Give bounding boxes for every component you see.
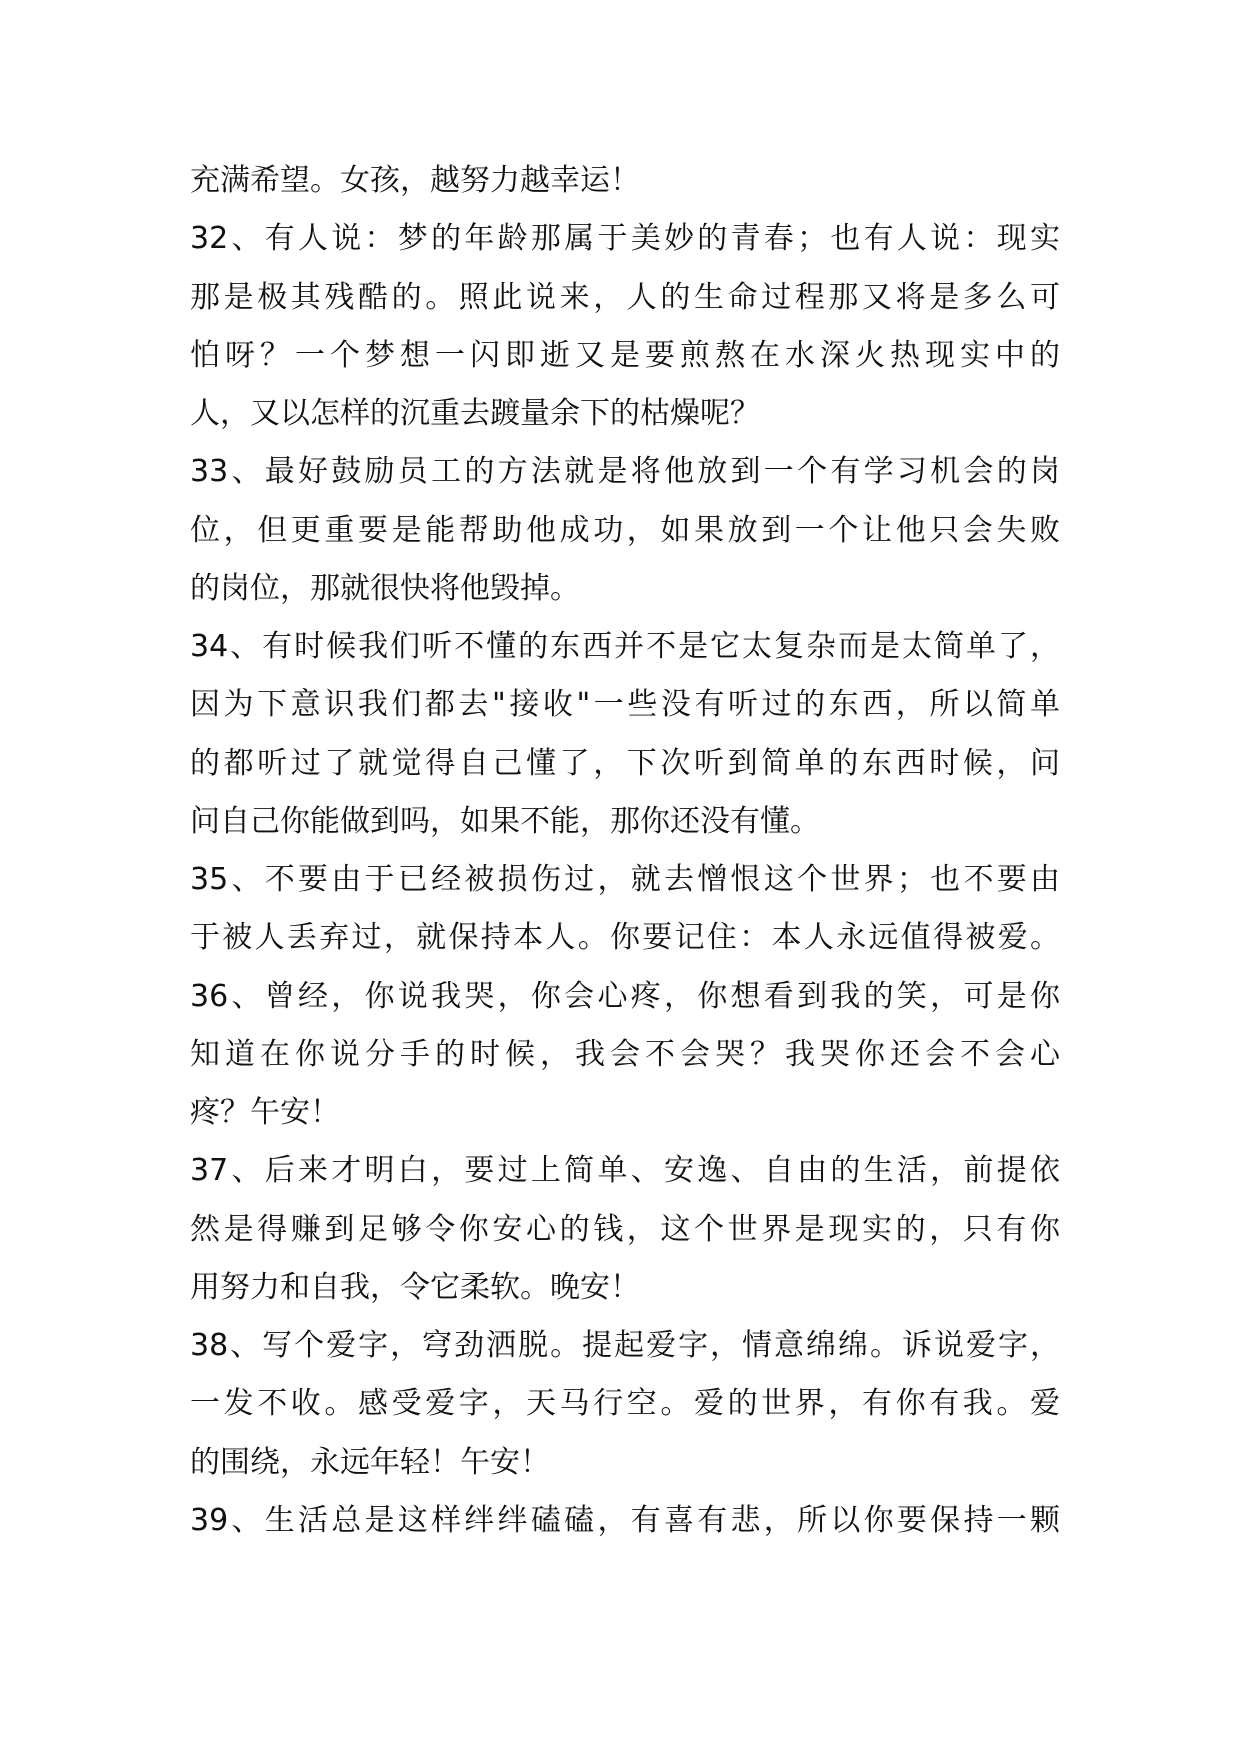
text-line: 位，但更重要是能帮助他成功，如果放到一个让他只会失败: [190, 512, 1060, 548]
text-line: 34、有时候我们听不懂的东西并不是它太复杂而是太简单了，: [190, 629, 1060, 664]
body-text: [190, 152, 1060, 1550]
text-line: 35、不要由于已经被损伤过，就去憎恨这个世界；也不要由: [190, 862, 1060, 897]
text-line: 33、最好鼓励员工的方法就是将他放到一个有学习机会的岗: [190, 454, 1060, 490]
text-line: 一发不收。感受爱字，天马行空。爱的世界，有你有我。爱: [190, 1386, 1060, 1422]
text-line: 用努力和自我，令它柔软。晚安！: [190, 1269, 640, 1305]
text-line: 的都听过了就觉得自己懂了，下次听到简单的东西时候，问: [190, 745, 1060, 781]
text-line: 怕呀？一个梦想一闪即逝又是要煎熬在水深火热现实中的: [190, 337, 1060, 373]
text-line: 36、曾经，你说我哭，你会心疼，你想看到我的笑，可是你: [190, 978, 1060, 1014]
text-line: 于被人丢弃过，就保持本人。你要记住：本人永远值得被爱。: [190, 920, 1060, 956]
text-line: 问自己你能做到吗，如果不能，那你还没有懂。: [190, 803, 820, 839]
text-line: 38、写个爱字，穹劲洒脱。提起爱字，情意绵绵。诉说爱字，: [190, 1328, 1060, 1363]
text-line: 充满希望。女孩，越努力越幸运！: [190, 163, 640, 198]
text-line: 32、有人说：梦的年龄那属于美妙的青春；也有人说：现实: [190, 221, 1060, 257]
text-line: 37、后来才明白，要过上简单、安逸、自由的生活，前提依: [190, 1153, 1060, 1189]
text-line: 疼？午安！: [190, 1095, 340, 1130]
text-line: 的围绕，永远年轻！午安！: [190, 1444, 550, 1480]
text-line: 知道在你说分手的时候，我会不会哭？我哭你还会不会心: [190, 1036, 1060, 1072]
text-line: 因为下意识我们都去"接收"一些没有听过的东西，所以简单: [190, 687, 1060, 723]
text-line: 的岗位，那就很快将他毁掉。: [190, 570, 580, 606]
text-line: 那是极其残酷的。照此说来，人的生命过程那又将是多么可: [190, 279, 1060, 315]
text-line: 人，又以怎样的沉重去踱量余下的枯燥呢？: [190, 396, 760, 431]
text-line: 39、生活总是这样绊绊磕磕，有喜有悲，所以你要保持一颗: [190, 1502, 1060, 1538]
text-line: 然是得赚到足够令你安心的钱，这个世界是现实的，只有你: [190, 1211, 1060, 1247]
